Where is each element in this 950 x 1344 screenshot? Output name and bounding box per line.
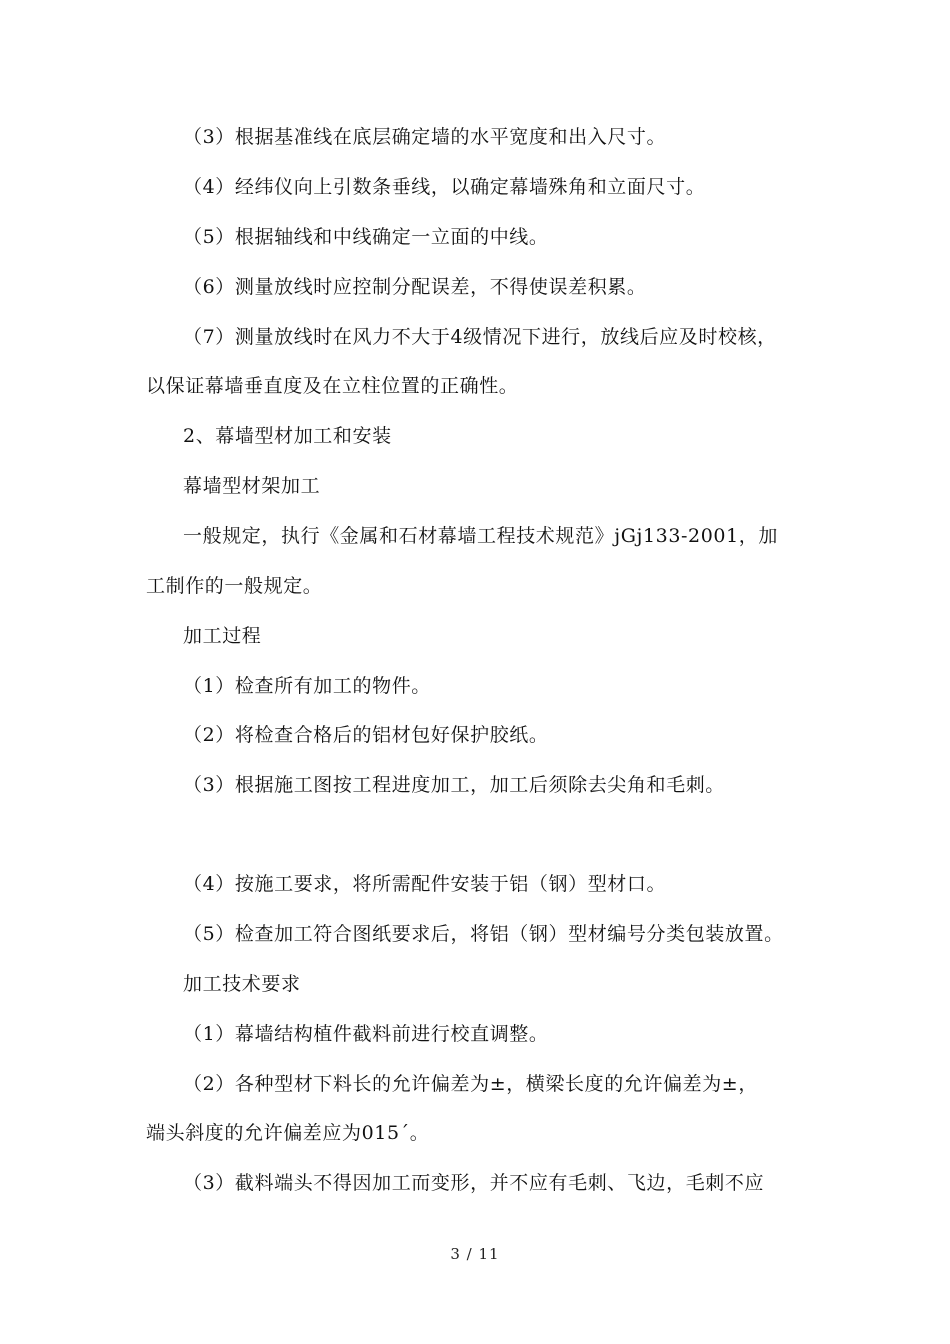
process-item-1: （1）检查所有加工的物件。 [183, 675, 431, 697]
list-item-5-axis: （5）根据轴线和中线确定一立面的中线。 [183, 226, 549, 248]
subheading-frame-processing: 幕墙型材架加工 [183, 475, 321, 497]
list-item-6-error: （6）测量放线时应控制分配误差，不得使误差积累。 [183, 276, 647, 298]
list-item-7-continuation: 以保证幕墙垂直度及在立柱位置的正确性。 [146, 375, 519, 397]
requirement-item-1: （1）幕墙结构植件截料前进行校直调整。 [183, 1023, 549, 1045]
process-item-2: （2）将检查合格后的铝材包好保护胶纸。 [183, 724, 549, 746]
list-item-4-theodolite: （4）经纬仪向上引数条垂线，以确定幕墙殊角和立面尺寸。 [183, 176, 706, 198]
requirement-item-3: （3）截料端头不得因加工而变形，并不应有毛刺、飞边，毛刺不应 [183, 1172, 765, 1194]
page-number: 3 / 11 [450, 1245, 500, 1263]
section-heading-2: 2、幕墙型材加工和安装 [183, 425, 392, 447]
process-item-3: （3）根据施工图按工程进度加工，加工后须除去尖角和毛刺。 [183, 774, 725, 796]
process-item-4: （4）按施工要求，将所需配件安装于铝（钢）型材口。 [183, 873, 667, 895]
requirement-item-2-continuation: 端头斜度的允许偏差应为015´。 [146, 1122, 430, 1144]
paragraph-general-rules: 一般规定，执行《金属和石材幕墙工程技术规范》jGj133-2001，加 [183, 525, 778, 547]
list-item-3-baseline: （3）根据基准线在底层确定墙的水平宽度和出入尺寸。 [183, 126, 667, 148]
subheading-process: 加工过程 [183, 625, 262, 647]
subheading-technical-requirements: 加工技术要求 [183, 973, 301, 995]
paragraph-general-rules-continuation: 工制作的一般规定。 [146, 575, 323, 597]
requirement-item-2: （2）各种型材下料长的允许偏差为±，横梁长度的允许偏差为±， [183, 1073, 758, 1095]
process-item-5: （5）检查加工符合图纸要求后，将铝（钢）型材编号分类包装放置。 [183, 923, 784, 945]
list-item-7-wind: （7）测量放线时在风力不大于4级情况下进行，放线后应及时校核， [183, 326, 777, 348]
